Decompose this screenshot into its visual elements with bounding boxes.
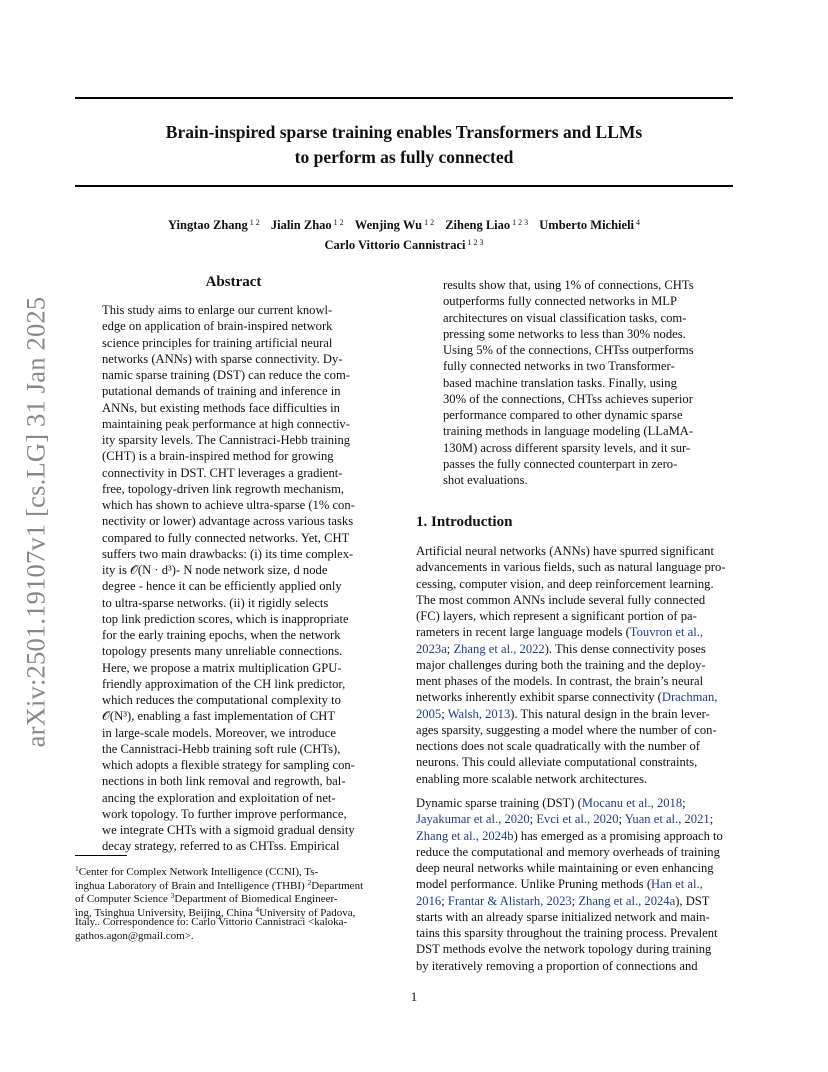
text-span: ing, Tsinghua University, Beijing, China [75,906,256,919]
text-line [75,916,347,930]
text-span: Center for Complex Network Intelligence (CCNI), Ts- [78,866,319,878]
citation-link[interactable]: Drachman, [661,690,718,705]
text-line: top link prediction scores, which is inappropriate [102,611,349,626]
author: Ziheng Liao $^{1 2 3}$ [445,218,529,232]
text-line: outperforms fully connected networks in MLP [443,294,677,309]
text-span: DST methods evolve the network topology during training [416,942,712,957]
text-span: advancements in various fields, such as natural language pro- [416,560,726,575]
text-span: ; [682,796,686,810]
text-span: Department [311,879,364,892]
text-line: to ultra-sparse networks. (ii) it rigidly selects [102,595,329,610]
text-line: compared to fully connected networks. Yet, CHT [102,530,350,545]
citation-link[interactable]: Yuan et al., 2021 [624,812,710,827]
citation-link[interactable]: Han et al., [651,877,703,892]
text-line [416,706,710,722]
text-line [416,673,703,689]
text-line [416,909,710,925]
text-line: putational demands of training and inference in [102,384,341,399]
text-line [416,689,717,705]
title-line-1: Brain-inspired sparse training enables Transformers and LLMs [165,122,643,142]
text-line [416,893,710,909]
citation-link[interactable]: 2005 [416,706,442,721]
title-rule-bottom [75,185,733,187]
text-line: nectivity or lower) advantage across various tasks [102,514,354,529]
author-list [75,214,733,254]
text-line [416,738,700,754]
text-line [416,958,698,974]
text-span: Italy.. Correspondence to: Carlo Vittorio Cannistraci <kaloka- [75,916,348,929]
text-span: ; [529,812,537,827]
text-line: pressing some networks to less than 30% nodes. [443,326,686,341]
text-line [416,559,726,575]
text-line: Using 5% of the connections, CHTss outperforms [443,343,694,357]
text-span: nections does not scale quadratically with the number of [416,739,700,753]
text-span: ) has emerged as a promising approach to [513,828,723,843]
text-span: Dynamic sparse training (DST) ( [416,796,582,810]
text-line: performance compared to other dynamic sparse [443,408,683,422]
citation-link[interactable]: Zhang et al., 2024b [416,828,514,843]
citation-link[interactable]: 2023a [416,641,447,656]
author-line-2 [75,234,733,254]
text-span: ), DST [675,893,710,908]
text-line [416,941,711,957]
text-span: rameters in recent large language models ( [416,625,630,640]
text-span: tains this sparsity throughout the training process. Prevalent [416,926,718,940]
text-line: ANNs, but existing methods face difficulties in [102,400,340,415]
text-line: passes the fully connected counterpart in zero- [443,456,678,471]
text-line: which reduces the computational complexity to [102,693,341,707]
text-line: edge on application of brain-inspired network [102,319,333,334]
citation-link[interactable]: 2016 [416,893,442,908]
text-line: science principles for training artificial neural [102,335,333,350]
text-line: which adopts a flexible strategy for sampling con- [102,758,355,772]
text-line [416,811,713,827]
text-line: for the early training epochs, when the network [102,628,341,642]
text-span: ; [571,893,579,908]
text-line: 130M) across different sparsity levels, and it sur- [443,440,691,455]
citation-link[interactable]: Touvron et al., [629,625,704,640]
text-line: ity sparsity levels. The Cannistraci-Hebb training [102,433,351,447]
text-span: major challenges during both the training and the deploy- [416,657,706,672]
footnote-rule [75,855,127,856]
text-span: ; [441,893,448,908]
citation-link[interactable]: Zhang et al., 2024a [578,893,676,908]
text-line: decay strategy, referred to as CHTss. Empirical [102,839,340,854]
text-line: Here, we propose a matrix multiplication GPU- [102,660,342,675]
text-line [416,828,723,844]
author: Umberto Michieli $^4$ [539,218,641,232]
text-line: which has shown to achieve ultra-sparse (1% con- [102,498,355,512]
text-line: training methods in language modeling (LLaMA- [443,424,694,439]
text-line: connectivity in DST. CHT leverages a gradient- [102,465,343,480]
text-span: Department of Biomedical Engineer- [174,893,338,906]
text-line [416,795,686,811]
text-line: namic sparse training (DST) can reduce the com- [102,368,350,382]
text-span: Artificial neural networks (ANNs) have spurred significant [416,544,714,558]
text-line: shot evaluations. [443,473,528,487]
text-span: reduce the computational and memory overheads of training [416,844,720,859]
text-line: we integrate CHTs with a sigmoid gradual density [102,823,355,837]
author: Yingtao Zhang $^{1 2}$ [167,218,260,232]
text-line [416,543,714,559]
text-line: friendly approximation of the CH link predictor, [102,676,346,691]
text-line [416,576,714,592]
text-line: fully connected networks in two Transformer- [443,359,675,374]
text-span: ages sparsity, suggesting a model where the number of con- [416,722,717,737]
text-span: The most common ANNs include several fully connected [416,592,706,607]
text-line [75,930,194,944]
citation-link[interactable]: Zhang et al., 2022 [453,641,545,656]
text-line [416,657,706,673]
abstract-heading: Abstract [205,274,262,290]
text-span: ; [618,812,625,827]
text-line: (CHT) is a brain-inspired method for growing [102,449,334,464]
text-span: ment phases of the models. In contrast, the brain’s neural [416,674,704,688]
text-line [416,592,705,608]
affiliation-marker: 4 [255,904,260,914]
text-span: ). This natural design in the brain lever- [510,706,710,721]
text-line: work topology. To further improve performance, [102,806,347,821]
text-span: neurons. This could alleviate computational constraints, [416,755,698,770]
text-line: nections in both link removal and regrowth, bal- [102,774,346,789]
text-line: the Cannistraci-Hebb training soft rule (CHTs), [102,741,341,756]
citation-link[interactable]: Jayakumar et al., 2020 [416,812,530,827]
text-span: networks inherently exhibit sparse connectivity ( [416,690,662,705]
text-line: networks (ANNs) with sparse connectivity. Dy- [102,351,343,366]
author: Wenjing Wu $^{1 2}$ [354,218,435,232]
section-heading-introduction: 1. Introduction [416,514,513,530]
affiliation-marker: 2 [307,877,312,887]
text-line: 30% of the connections, CHTss achieves superior [443,391,693,406]
text-line [416,876,703,892]
text-line: This study aims to enlarge our current knowl- [102,303,333,317]
text-line: 𝒪(N³), enabling a fast implementation of CHT [102,709,336,724]
citation-link[interactable]: Walsh, 2013 [447,706,511,721]
text-line [416,925,718,941]
page-number: 1 [410,989,418,1004]
text-line [416,754,697,770]
text-line: based machine translation tasks. Finally, using [443,375,677,390]
text-span: by iteratively removing a proportion of connections and [416,958,698,973]
affiliation-marker: 1 [75,864,79,873]
text-span: ; [441,706,448,721]
text-line: free, topology-driven link regrowth mechanism, [102,481,345,496]
text-line [416,722,717,738]
title-line-2: to perform as fully connected [294,147,514,167]
text-span: inghua Laboratory of Brain and Intelligence (THBI) [75,879,308,892]
text-span: model performance. Unlike Pruning methods ( [416,877,652,892]
text-line: topology presents many unreliable connections. [102,644,343,659]
text-line: suffers two main drawbacks: (i) its time complex- [102,546,354,561]
text-span: deep neural networks while maintaining or even enhancing [416,861,714,875]
citation-link[interactable]: Evci et al., 2020 [536,812,619,827]
text-line [416,641,706,657]
text-span: enabling more scalable network architectures. [416,771,648,786]
text-line: degree - hence it can be efficiently applied only [102,579,342,594]
citation-link[interactable]: Frantar & Alistarh, 2023 [447,893,572,908]
author: Carlo Vittorio Cannistraci $^{1 2 3}$ [324,238,484,252]
text-span: University of Padova, [259,906,356,919]
arxiv-identifier-stamp: arXiv:2501.19107v1 [cs.LG] 31 Jan 2025 [20,296,51,748]
text-line: architectures on visual classification tasks, com- [443,310,687,325]
text-line [416,860,714,876]
text-line: maintaining peak performance at high connectiv- [102,416,350,431]
paper-title [75,120,733,170]
text-line: results show that, using 1% of connections, CHTs [443,278,694,292]
author-line-1 [75,214,733,234]
text-span: ; [709,812,714,827]
text-line [416,844,720,860]
affiliation-marker: 3 [170,891,175,901]
author: Jialin Zhao $^{1 2}$ [270,218,344,232]
text-line [416,771,647,787]
text-span: starts with an already sparse initialized network and main- [416,909,710,924]
text-line [416,624,703,640]
title-rule-top [75,97,733,99]
text-span: of Computer Science [75,893,171,906]
text-line: ancing the exploration and exploitation of net- [102,790,336,805]
text-line: ity is 𝒪(N · d³)- N node network size, d node [102,563,328,577]
text-span: ; [446,641,454,656]
text-line: in large-scale models. Moreover, we introduce [102,725,336,740]
citation-link[interactable]: Mocanu et al., 2018 [581,796,683,810]
text-span: cessing, computer vision, and deep reinforcement learning. [416,576,714,591]
text-span: ). This dense connectivity poses [544,641,706,656]
text-span: (FC) layers, which represent a significant portion of pa- [416,609,697,623]
text-line [416,608,697,624]
text-span: gathos.agon@gmail.com>. [75,930,194,942]
